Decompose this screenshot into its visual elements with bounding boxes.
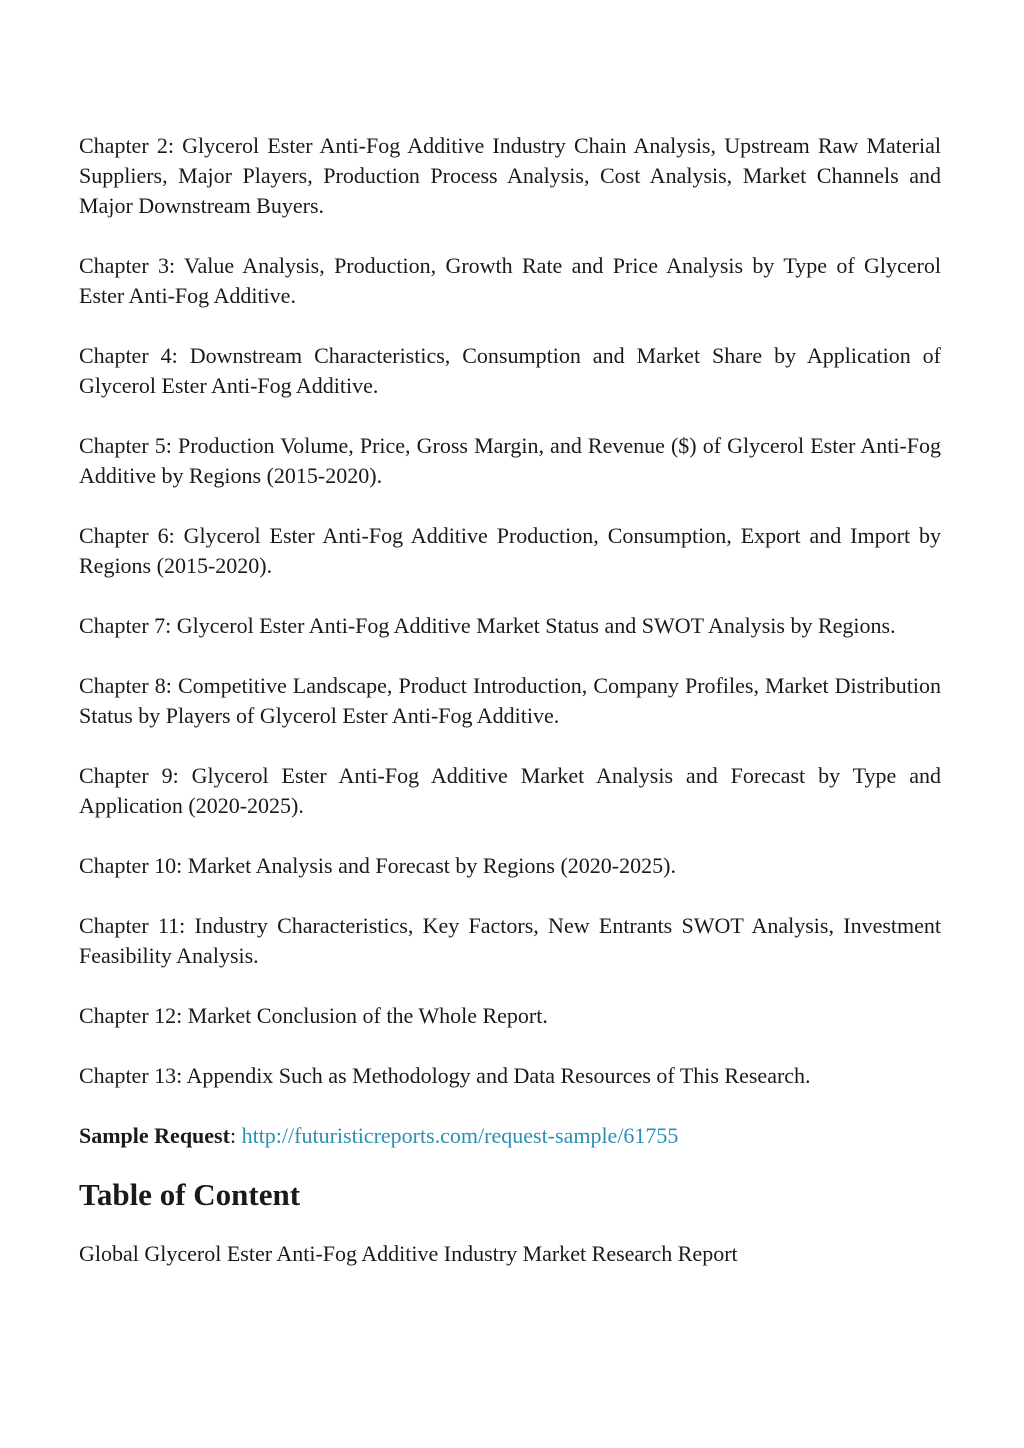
sample-request-label: Sample Request bbox=[79, 1123, 230, 1148]
report-title: Global Glycerol Ester Anti-Fog Additive Industry Market Research Report bbox=[79, 1241, 738, 1266]
chapter-8-paragraph: Chapter 8: Competitive Landscape, Product Introduction, Company Profiles, Market Distribution Status by Players of Glycerol Ester Anti-Fog Additive. bbox=[79, 673, 941, 728]
sample-request-line bbox=[79, 1121, 941, 1151]
chapter-7-paragraph: Chapter 7: Glycerol Ester Anti-Fog Additive Market Status and SWOT Analysis by Regions. bbox=[79, 613, 896, 638]
chapter-6-paragraph: Chapter 6: Glycerol Ester Anti-Fog Additive Production, Consumption, Export and Import by Regions (2015-2020). bbox=[79, 523, 941, 578]
chapter-9-paragraph: Chapter 9: Glycerol Ester Anti-Fog Additive Market Analysis and Forecast by Type and Application (2020-2025). bbox=[79, 763, 941, 818]
sample-request-link[interactable]: http://futuristicreports.com/request-sample/61755 bbox=[241, 1123, 679, 1148]
chapter-10-paragraph: Chapter 10: Market Analysis and Forecast by Regions (2020-2025). bbox=[79, 853, 676, 878]
sample-request-separator: : bbox=[229, 1123, 242, 1148]
chapter-11-paragraph: Chapter 11: Industry Characteristics, Key Factors, New Entrants SWOT Analysis, Investment Feasibility Analysis. bbox=[79, 913, 941, 968]
chapter-12-paragraph: Chapter 12: Market Conclusion of the Whole Report. bbox=[79, 1003, 548, 1028]
chapter-2-paragraph: Chapter 2: Glycerol Ester Anti-Fog Additive Industry Chain Analysis, Upstream Raw Material Suppliers, Major Players, Production Process Analysis, Cost Analysis, Market Channels and Major Downstream Buyers. bbox=[79, 133, 941, 218]
chapter-13-paragraph: Chapter 13: Appendix Such as Methodology and Data Resources of This Research. bbox=[79, 1063, 811, 1088]
chapter-5-paragraph: Chapter 5: Production Volume, Price, Gross Margin, and Revenue ($) of Glycerol Ester Anti-Fog Additive by Regions (2015-2020). bbox=[79, 433, 941, 488]
chapter-3-paragraph: Chapter 3: Value Analysis, Production, Growth Rate and Price Analysis by Type of Glycerol Ester Anti-Fog Additive. bbox=[79, 253, 941, 308]
chapter-4-paragraph: Chapter 4: Downstream Characteristics, Consumption and Market Share by Application of Glycerol Ester Anti-Fog Additive. bbox=[79, 343, 941, 398]
table-of-content-heading: Table of Content bbox=[79, 1177, 301, 1212]
document-page bbox=[79, 131, 941, 1269]
